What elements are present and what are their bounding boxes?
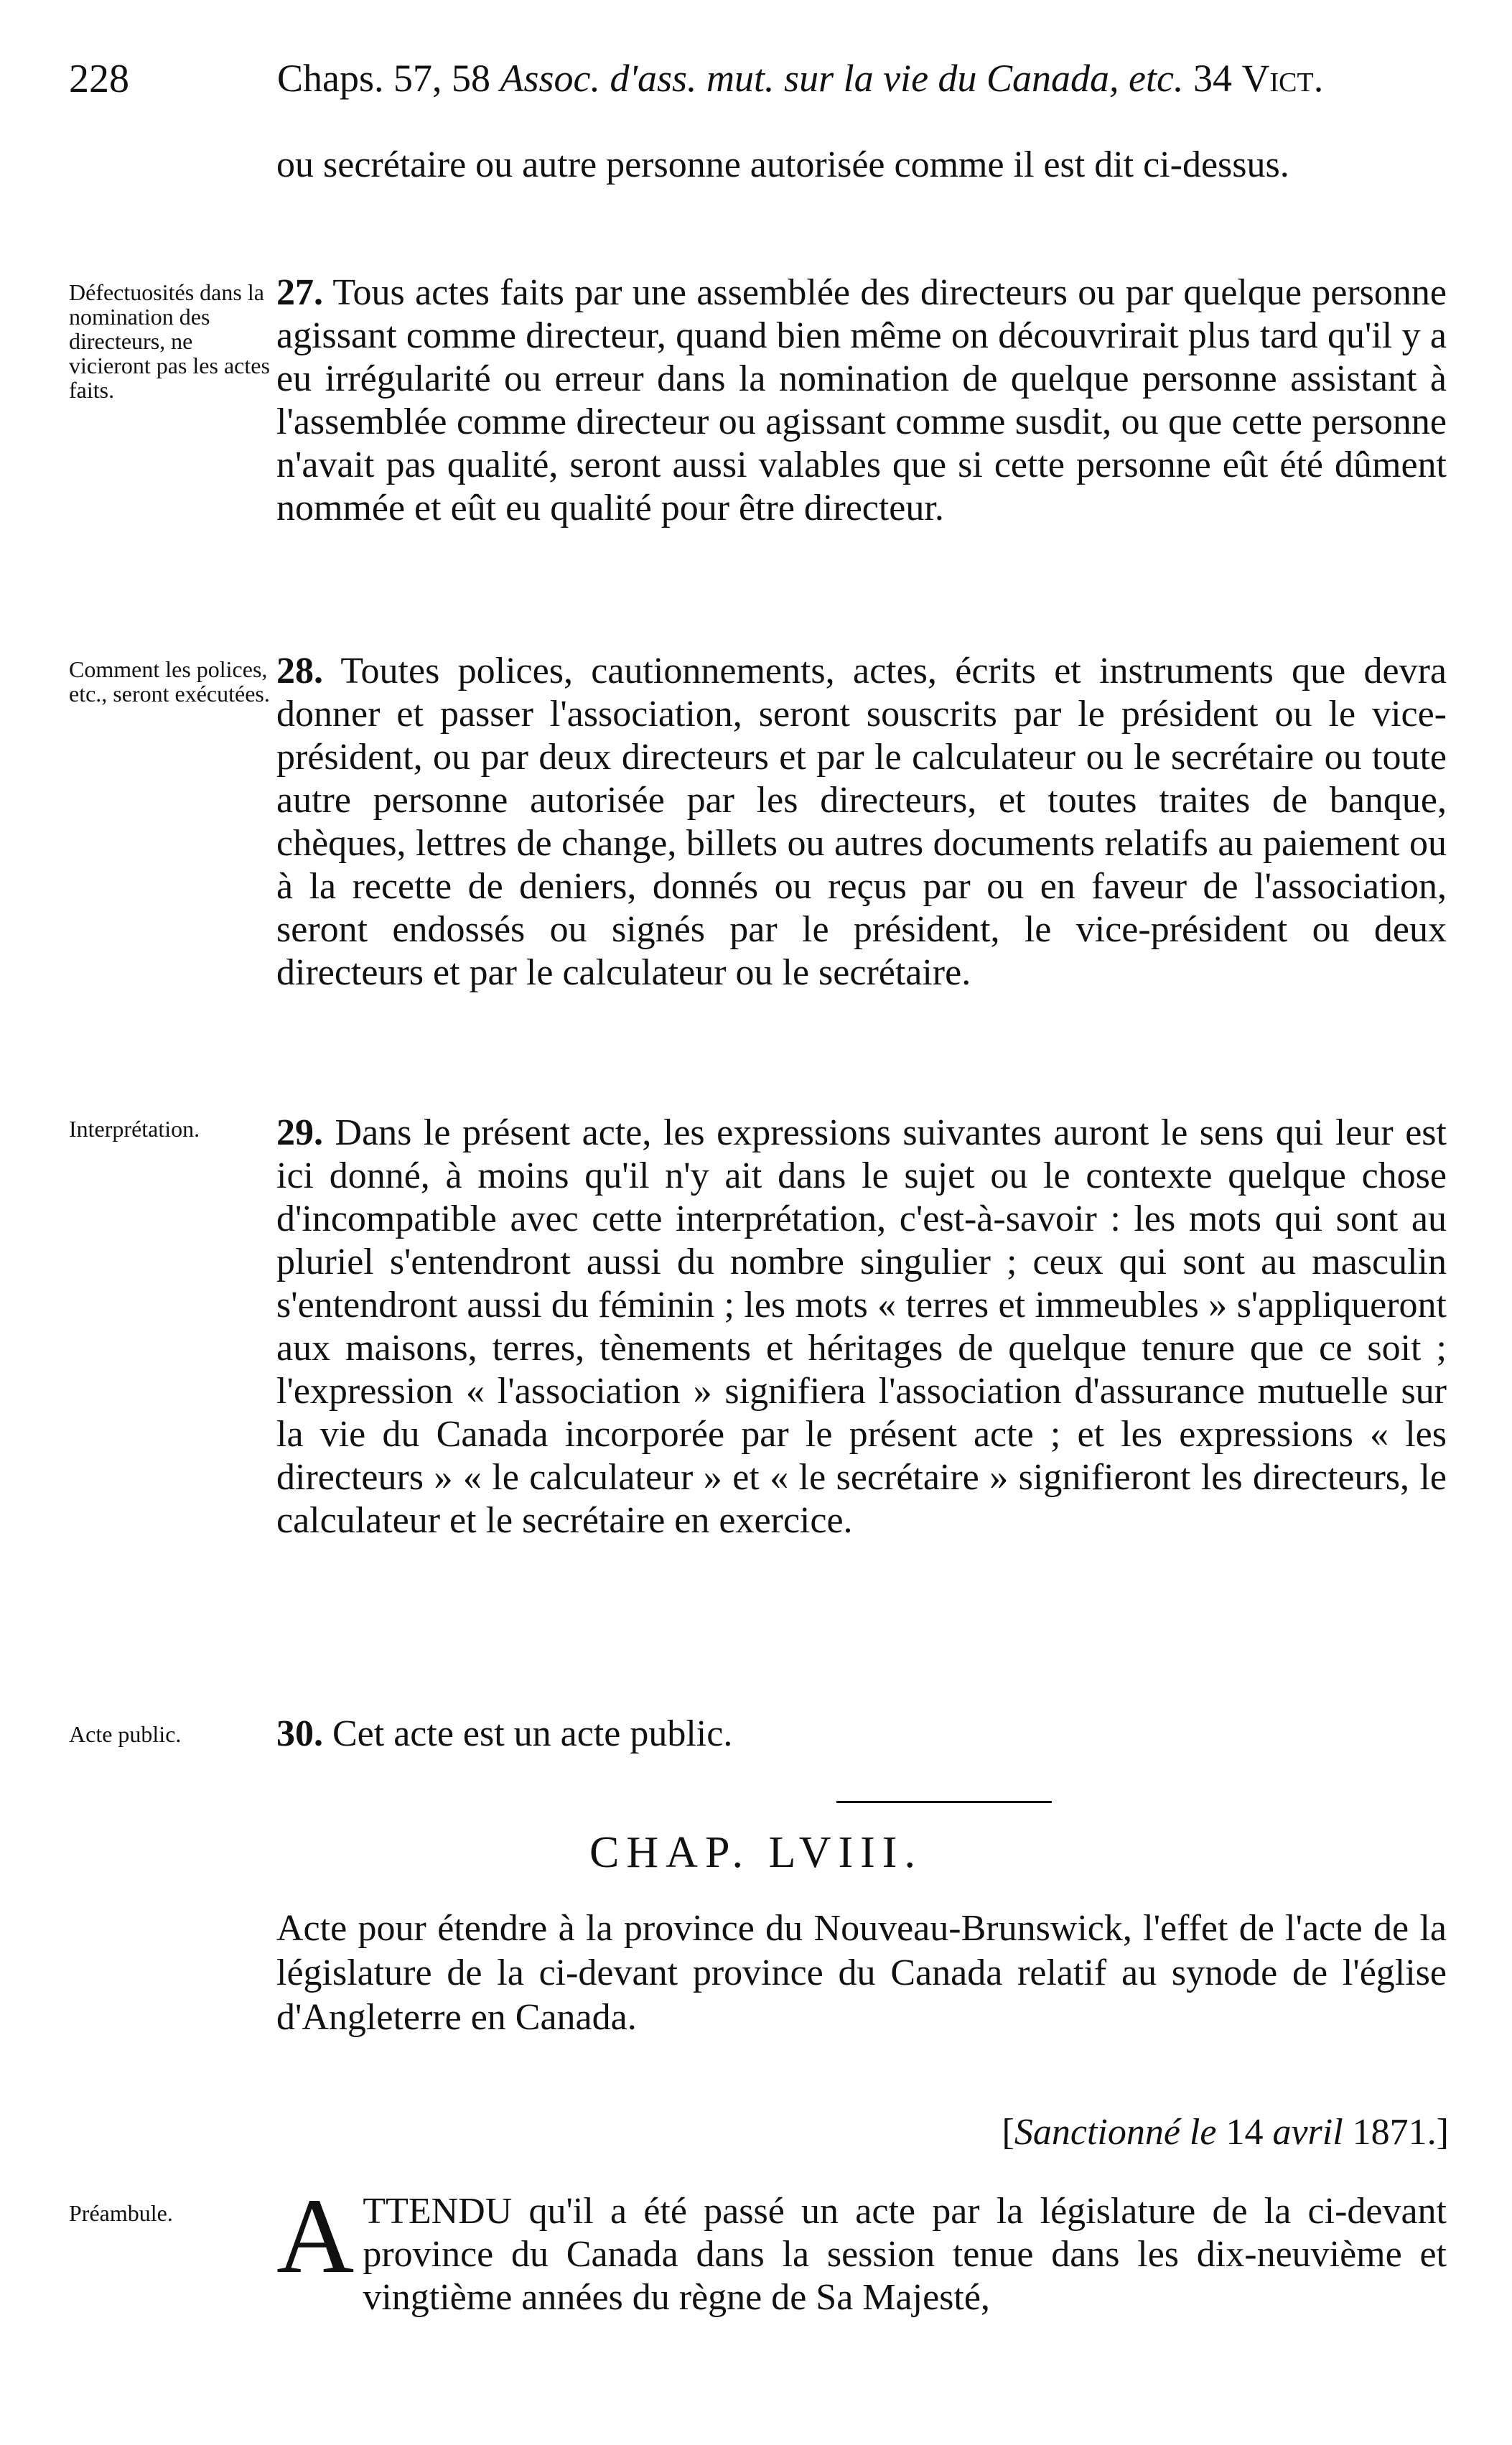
section-text: Dans le présent acte, les expressions suivantes auront le sens qui leur est ici donné, à moins qu'il n'y ait dans le sujet ou le contexte quelque chose d'incompatible avec cette interprétation, c'est-à-savoir : les mots qui sont au pluriel s'entendront aussi du nombre singulier ; ceux qui sont au masculin s'entendront aussi du féminin ; les mots « terres et immeubles » s'appliqueront aux maisons, terres, tènements et héritages de quelque tenure que ce soit ; l'expression « l'association » signifiera l'association d'assurance mutuelle sur la vie du Canada incorporée par le présent acte ; et les expressions « les directeurs » « le calculateur » et « le secrétaire » signifieront les directeurs, le calculateur et le secrétaire en exercice. (276, 1112, 1447, 1541)
preamble-text (276, 2176, 1447, 2319)
margin-note-preamble: Préambule. (69, 2200, 173, 2226)
section-number: 30. (276, 1713, 323, 1754)
section-text: Toutes polices, cautionnements, actes, écrits et instruments que devra donner et passer l'association, seront souscrits par le président ou le vice-président, ou par deux directeurs et par le calculateur ou le secrétaire ou toute autre personne autorisée par les directeurs, et toutes traites de banque, chèques, lettres de change, billets ou autres documents relatifs au paiement ou à la recette de deniers, donnés ou reçus par ou en faveur de l'association, seront endossés ou signés par le président, le vice-président ou deux directeurs et par le calculateur ou le secrétaire. (276, 651, 1447, 993)
running-head (277, 56, 1323, 101)
short-title: Assoc. d'ass. mut. sur la vie du Canada, etc. (500, 57, 1184, 100)
chapters-label: Chaps. 57, 58 (277, 57, 490, 100)
regnal-name: Vict. (1241, 57, 1324, 100)
sanction-date (1002, 2111, 1449, 2153)
chapter-heading: CHAP. LVIII. (589, 1828, 923, 1877)
chapter-divider (836, 1801, 1052, 1803)
drop-cap: A (276, 2176, 355, 2296)
sanction-year: 1871.] (1352, 2112, 1449, 2153)
section-number: 27. (276, 272, 323, 313)
preamble-body: TTENDU qu'il a été passé un acte par la législature de la ci-devant province du Canada dans la session tenue dans les dix-neuvième et vingtième années du règne de Sa Majesté, (363, 2191, 1447, 2318)
sanction-word: Sanctionné le (1014, 2112, 1217, 2153)
margin-note-27: Défectuosités dans la nomination des directeurs, ne vicieront pas les actes faits. (69, 279, 270, 403)
sanction-day: 14 (1226, 2112, 1264, 2153)
section-number: 29. (276, 1112, 323, 1153)
continuation-text: ou secrétaire ou autre personne autorisée comme il est dit ci-dessus. (276, 144, 1289, 185)
section-text: Tous actes faits par une assemblée des directeurs ou par quelque personne agissant comme directeur, quand bien même on découvrirait plus tard qu'il y a eu irrégularité ou erreur dans la nomination de quelque personne assistant à l'assemblée comme directeur ou agissant comme susdit, ou que cette personne n'avait pas qualité, seront aussi valables que si cette personne eût été dûment nommée et eût eu qualité pour être directeur. (276, 272, 1447, 528)
chapter-long-title: Acte pour étendre à la province du Nouveau-Brunswick, l'effet de l'acte de la législature de la ci-devant province du Canada relatif au synode de l'église d'Angleterre en Canada. (276, 1908, 1447, 2038)
margin-note-28: Comment les polices, etc., seront exécutées. (69, 656, 270, 707)
section-27 (276, 271, 1447, 530)
regnal-year-num: 34 (1193, 57, 1232, 100)
section-30 (276, 1713, 1447, 1756)
section-29 (276, 1112, 1447, 1542)
margin-note-29: Interprétation. (69, 1116, 200, 1142)
page-number: 228 (69, 57, 129, 101)
margin-note-30: Acte public. (69, 1721, 182, 1747)
sanction-month: avril (1272, 2112, 1343, 2153)
sanction-bracket: [ (1002, 2112, 1014, 2153)
section-28 (276, 650, 1447, 995)
section-text: Cet acte est un acte public. (332, 1713, 733, 1754)
page-header (69, 56, 1447, 113)
section-number: 28. (276, 651, 323, 691)
